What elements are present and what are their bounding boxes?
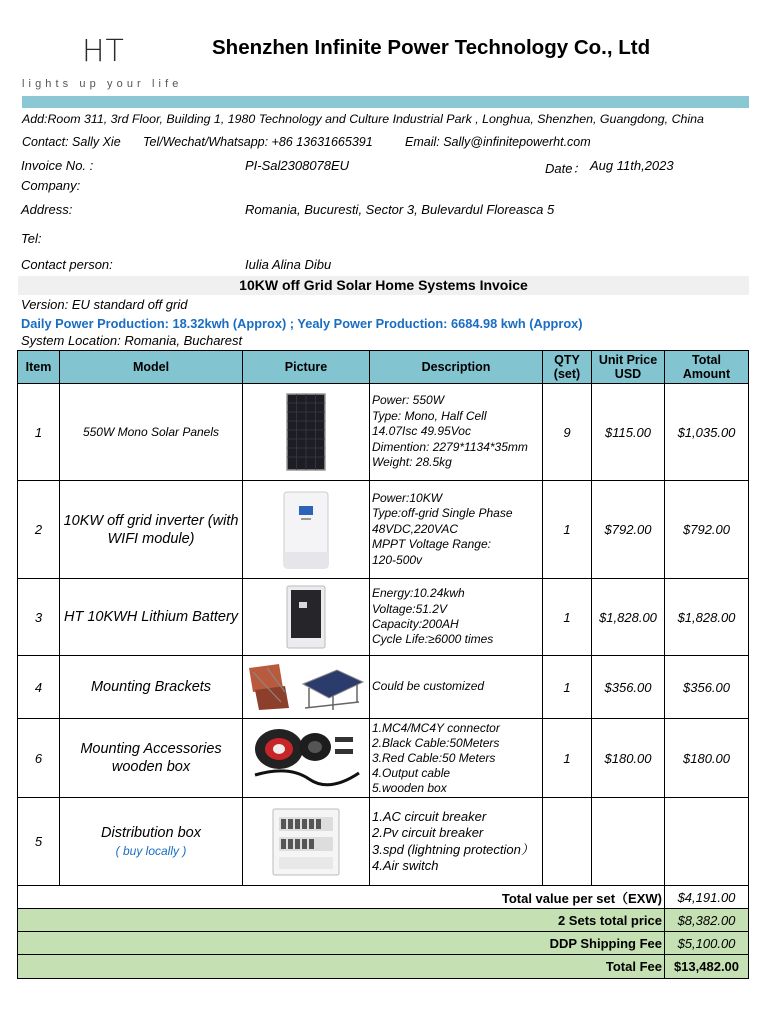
tel-label: Tel: [21,231,42,246]
item-total: $1,828.00 [665,579,749,656]
item-picture [243,384,370,481]
shipping-fee-row [18,932,749,955]
item-model-cell [60,798,243,886]
mounting-brackets-image [245,662,367,712]
item-picture [243,719,370,798]
item-qty [543,798,592,886]
item-number: 3 [18,579,60,656]
item-qty: 9 [543,384,592,481]
total-per-set-row [18,886,749,909]
shipping-fee-label: DDP Shipping Fee [18,932,665,955]
table-row [18,481,749,579]
item-total: $792.00 [665,481,749,579]
item-number: 4 [18,656,60,719]
item-number: 5 [18,798,60,886]
table-row [18,719,749,798]
item-model: 550W Mono Solar Panels [60,384,243,481]
total-per-set-label: Total value per set（EXW) [18,886,665,909]
item-unit-price: $356.00 [592,656,665,719]
invoice-title: 10KW off Grid Solar Home Systems Invoice [18,276,749,295]
table-row [18,798,749,886]
item-description: Power:10KW Type:off-grid Single Phase 48VDC,220VAC MPPT Voltage Range: 120-500v [370,481,543,579]
item-number: 1 [18,384,60,481]
table-row [18,656,749,719]
cables-connectors-image [249,725,363,791]
item-qty: 1 [543,656,592,719]
company-tagline: lights up your life [22,78,183,90]
item-description: Could be customized [370,656,543,719]
item-unit-price: $1,828.00 [592,579,665,656]
table-header-row [18,351,749,384]
item-description: Power: 550W Type: Mono, Half Cell 14.07Isc 49.95Voc Dimention: 2279*1134*35mm Weight: 28.5kg [370,384,543,481]
table-row [18,579,749,656]
total-fee-value: $13,482.00 [665,955,749,979]
item-picture [243,798,370,886]
item-qty: 1 [543,719,592,798]
col-unit-price-header: Unit Price USD [592,351,665,384]
company-label: Company: [21,178,81,193]
two-sets-total-row [18,909,749,932]
item-description: Energy:10.24kwh Voltage:51.2V Capacity:200AH Cycle Life:≥6000 times [370,579,543,656]
item-picture [243,481,370,579]
item-total [665,798,749,886]
item-model: Distribution box [101,824,201,841]
item-model: HT 10KWH Lithium Battery [60,579,243,656]
date-label: Date： [545,161,586,176]
company-tel: Tel/Wechat/Whatsapp: +86 13631665391 [143,135,373,149]
contact-person: Iulia Alina Dibu [245,257,332,272]
item-number: 2 [18,481,60,579]
company-logo: HT [82,34,125,69]
production-line: Daily Power Production: 18.32kwh (Approx) ; Yealy Power Production: 6684.98 kwh (Approx) [21,316,583,331]
col-description-header: Description [370,351,543,384]
item-qty: 1 [543,579,592,656]
client-address: Romania, Bucuresti, Sector 3, Bulevardul Floreasca 5 [245,202,555,217]
col-model-header: Model [60,351,243,384]
invoice-no: PI-Sal2308078EU [245,158,350,173]
header-band [22,96,749,108]
invoice-date: Aug 11th,2023 [590,158,674,173]
item-model: Mounting Brackets [60,656,243,719]
company-address: Add:Room 311, 3rd Floor, Building 1, 1980 Technology and Culture Industrial Park , Longhua, Shenzhen, Guangdong, China [22,112,704,126]
col-item-header: Item [18,351,60,384]
solar-panel-image [286,393,326,471]
distribution-box-image [271,807,341,877]
item-unit-price [592,798,665,886]
contact-person-label: Contact person: [21,257,113,272]
company-name: Shenzhen Infinite Power Technology Co., Ltd [212,36,651,59]
col-qty-header: QTY (set) [543,351,592,384]
item-model-note: ( buy locally ) [115,843,187,858]
total-fee-row [18,955,749,979]
item-qty: 1 [543,481,592,579]
col-picture-header: Picture [243,351,370,384]
item-model: Mounting Accessories wooden box [60,719,243,798]
item-unit-price: $792.00 [592,481,665,579]
item-picture [243,579,370,656]
item-model: 10KW off grid inverter (with WIFI module) [60,481,243,579]
table-row [18,384,749,481]
item-total: $1,035.00 [665,384,749,481]
item-description: 1.AC circuit breaker 2.Pv circuit breaker 3.spd (lightning protection） 4.Air switch [370,798,543,886]
battery-image [285,584,327,650]
total-fee-label: Total Fee [18,955,665,979]
item-number: 6 [18,719,60,798]
item-unit-price: $115.00 [592,384,665,481]
two-sets-total-value: $8,382.00 [665,909,749,932]
inverter-image [282,490,330,570]
item-unit-price: $180.00 [592,719,665,798]
item-total: $180.00 [665,719,749,798]
invoice-no-label: Invoice No. : [21,158,94,173]
item-picture [243,656,370,719]
shipping-fee-value: $5,100.00 [665,932,749,955]
item-description: 1.MC4/MC4Y connector 2.Black Cable:50Meters 3.Red Cable:50 Meters 4.Output cable 5.wooden box [370,719,543,798]
company-email: Email: Sally@infinitepowerht.com [405,135,591,149]
two-sets-total-label: 2 Sets total price [18,909,665,932]
company-contact: Contact: Sally Xie [22,135,121,149]
version-line: Version: EU standard off grid [21,297,188,312]
total-per-set-value: $4,191.00 [665,886,749,909]
address-label: Address: [21,202,73,217]
item-total: $356.00 [665,656,749,719]
location-line: System Location: Romania, Bucharest [21,333,243,348]
invoice-table [17,350,749,979]
col-total-header: Total Amount [665,351,749,384]
